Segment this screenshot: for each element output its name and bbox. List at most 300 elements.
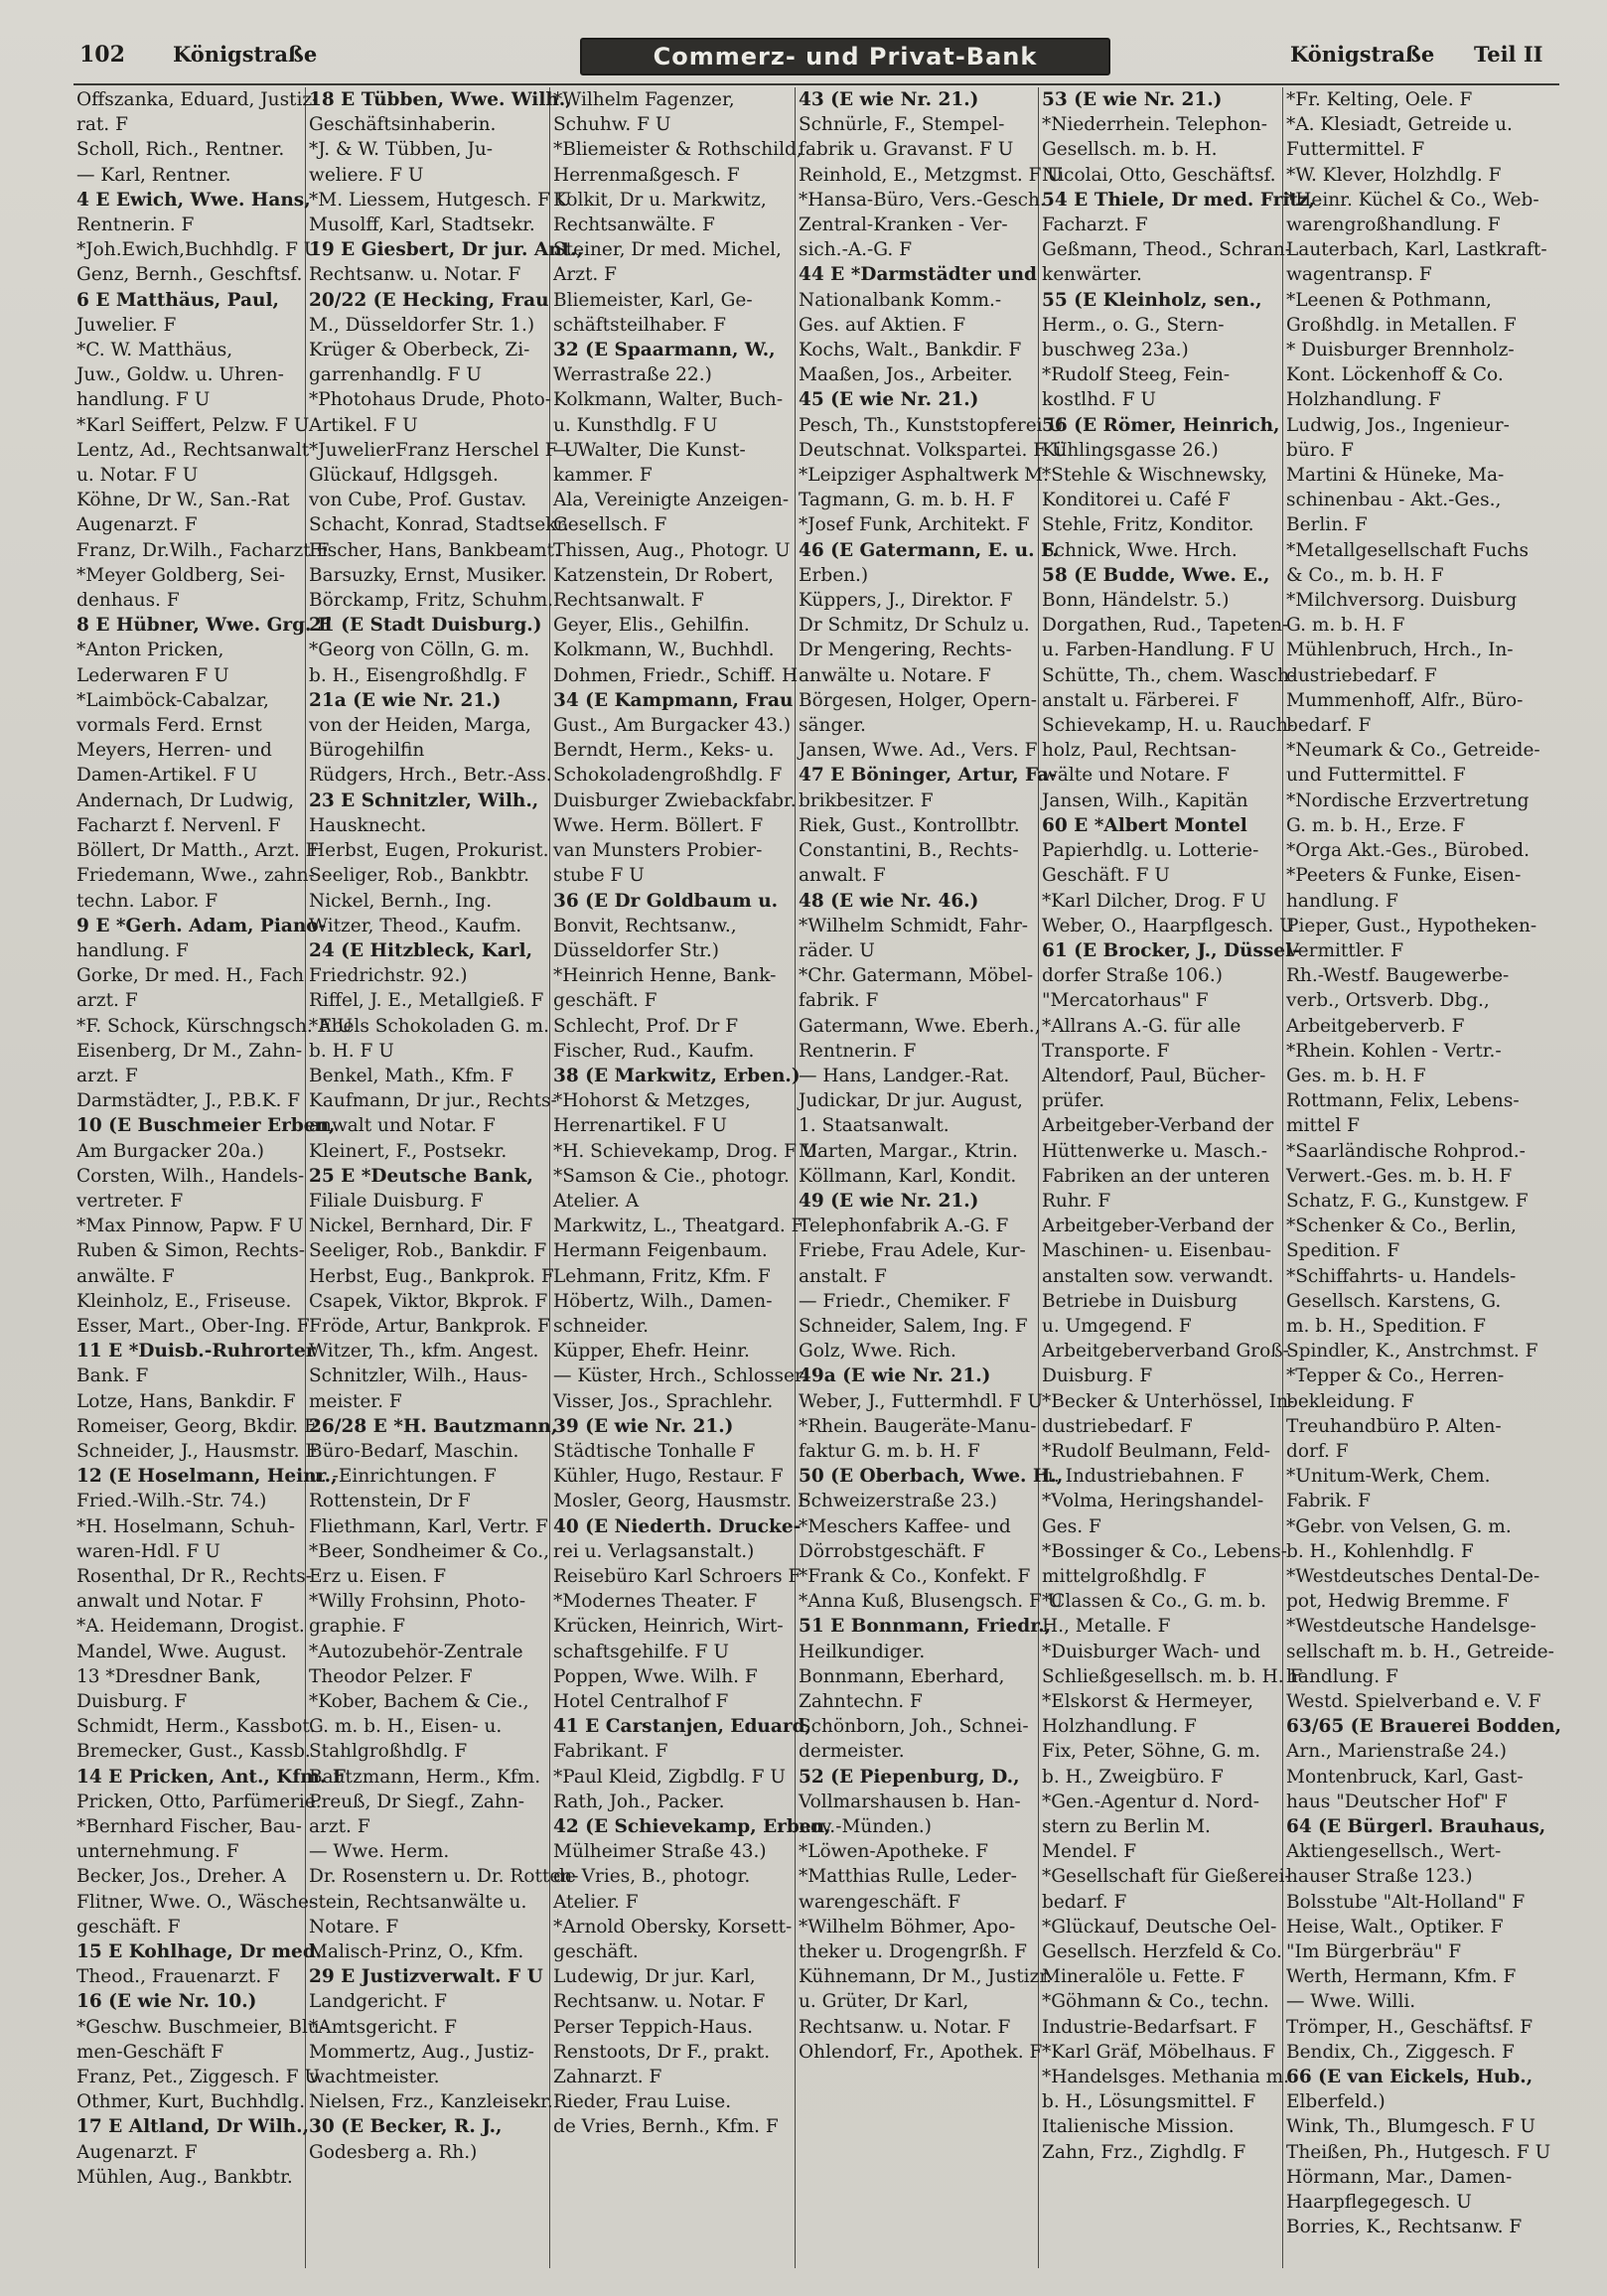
entry-line: dermeister. bbox=[799, 1741, 905, 1763]
entry-line: 63/65 (E Brauerei Bodden, bbox=[1286, 1716, 1562, 1738]
entry-line: Bonnmann, Eberhard, bbox=[799, 1665, 1005, 1687]
entry-line: techn. Labor. F bbox=[76, 890, 219, 912]
entry-line: — Küster, Hrch., Schlosser. bbox=[553, 1365, 807, 1387]
entry-line: Pesch, Th., Kunststopferei U bbox=[799, 414, 1065, 436]
entry-line: Zahn, Frz., Zighdlg. F bbox=[1042, 2141, 1246, 2163]
entry-line: 49a (E wie Nr. 21.) bbox=[799, 1365, 991, 1387]
entry-line: Arbeitgeberverb. F bbox=[1286, 1015, 1465, 1037]
entry-line: von Cube, Prof. Gustav. bbox=[309, 490, 527, 511]
entry-line: bedarf. F bbox=[1042, 1891, 1127, 1913]
entry-line: Böllert, Dr Matth., Arzt. F bbox=[76, 840, 319, 862]
entry-line: Atelier. F bbox=[553, 1891, 639, 1913]
entry-line: Facharzt. F bbox=[1042, 215, 1148, 236]
entry-line: *Saarländische Rohprod.- bbox=[1286, 1140, 1526, 1162]
entry-line: vertreter. F bbox=[76, 1190, 184, 1212]
entry-line: fabrik. F bbox=[799, 990, 879, 1012]
entry-line: Visser, Jos., Sprachlehr. bbox=[553, 1390, 774, 1412]
entry-line: sänger. bbox=[799, 715, 866, 737]
entry-line: 48 (E wie Nr. 46.) bbox=[799, 890, 979, 912]
header-rule bbox=[73, 83, 1559, 85]
entry-line: H., Metalle. F bbox=[1042, 1616, 1171, 1638]
entry-line: *Rhein. Kohlen - Vertr.- bbox=[1286, 1040, 1502, 1062]
entry-line: Herrenmaßgesch. F bbox=[553, 164, 740, 186]
entry-line: *A. Heidemann, Drogist. bbox=[76, 1616, 305, 1638]
entry-line: *Westdeutsches Dental-De- bbox=[1286, 1565, 1540, 1587]
entry-line: anwälte. F bbox=[76, 1265, 175, 1287]
entry-line: *Anton Pricken, bbox=[76, 640, 224, 661]
entry-line: G. m. b. H., Eisen- u. bbox=[309, 1716, 503, 1738]
entry-line: 47 E Böninger, Artur, Fa- bbox=[799, 765, 1057, 787]
entry-line: Perser Teppich-Haus. bbox=[553, 2016, 754, 2038]
entry-line: Kolkit, Dr u. Markwitz, bbox=[553, 189, 767, 211]
entry-line: "Im Bürgerbräu" F bbox=[1286, 1941, 1462, 1963]
entry-line: 64 (E Bürgerl. Brauhaus, bbox=[1286, 1816, 1546, 1838]
entry-line: 51 E Bonnmann, Friedr., bbox=[799, 1616, 1052, 1638]
street-name-right: Königstraße bbox=[1290, 42, 1435, 67]
entry-line: Deutschnat. Volkspartei. F U bbox=[799, 439, 1068, 461]
entry-line: Konditorei u. Café F bbox=[1042, 490, 1231, 511]
entry-line: *Metallgesellschaft Fuchs bbox=[1286, 539, 1529, 561]
entry-line: Verwert.-Ges. m. b. H. F bbox=[1286, 1165, 1513, 1187]
entry-line: stube F U bbox=[553, 865, 645, 887]
entry-line: Thissen, Aug., Photogr. U bbox=[553, 539, 791, 561]
entry-line: Fliethmann, Karl, Vertr. F bbox=[309, 1515, 548, 1537]
entry-line: Pricken, Otto, Parfümerie. bbox=[76, 1791, 322, 1812]
entry-line: handlung. F bbox=[1286, 890, 1398, 912]
entry-line: — Wwe. Willi. bbox=[1286, 1991, 1416, 2013]
entry-line: Dr Schmitz, Dr Schulz u. bbox=[799, 615, 1030, 637]
entry-line: Marten, Margar., Ktrin. bbox=[799, 1140, 1018, 1162]
entry-line: verb., Ortsverb. Dbg., bbox=[1286, 990, 1490, 1012]
entry-line: *Karl Dilcher, Drog. F U bbox=[1042, 890, 1266, 912]
entry-line: Darmstädter, J., P.B.K. F bbox=[76, 1090, 301, 1112]
entry-line: 4 E Ewich, Wwe. Hans, bbox=[76, 189, 311, 211]
entry-line: Zahntechn. F bbox=[799, 1691, 923, 1712]
entry-line: Musolff, Karl, Stadtsekr. bbox=[309, 215, 535, 236]
entry-line: Transporte. F bbox=[1042, 1040, 1170, 1062]
entry-line: Ala, Vereinigte Anzeigen- bbox=[553, 490, 790, 511]
entry-line: G. m. b. H. F bbox=[1286, 615, 1405, 637]
entry-line: Landgericht. F bbox=[309, 1991, 447, 2013]
entry-line: rat. F bbox=[76, 114, 128, 136]
entry-line: *Karl Gräf, Möbelhaus. F bbox=[1042, 2041, 1276, 2063]
entry-line: b. H., Lösungsmittel. F bbox=[1042, 2091, 1256, 2113]
entry-line: Seeliger, Rob., Bankdir. F bbox=[309, 1240, 547, 1262]
entry-line: *Neumark & Co., Getreide- bbox=[1286, 740, 1540, 762]
entry-line: Düsseldorfer Str.) bbox=[553, 939, 719, 961]
entry-line: Augenarzt. F bbox=[76, 2141, 198, 2163]
entry-line: Mülheimer Straße 43.) bbox=[553, 1841, 767, 1863]
entry-line: Rieder, Frau Luise. bbox=[553, 2091, 732, 2113]
entry-line: *Unitum-Werk, Chem. bbox=[1286, 1466, 1491, 1488]
entry-line: *Bliemeister & Rothschild, bbox=[553, 139, 803, 161]
entry-line: Dohmen, Friedr., Schiff. H bbox=[553, 664, 799, 686]
entry-line: Elberfeld.) bbox=[1286, 2091, 1386, 2113]
entry-line: *Westdeutsche Handelsge- bbox=[1286, 1616, 1536, 1638]
entry-line: bedarf. F bbox=[1286, 715, 1372, 737]
entry-line: Futtermittel. F bbox=[1286, 139, 1425, 161]
entry-line: Geßmann, Theod., Schran- bbox=[1042, 239, 1292, 261]
entry-line: Küppers, J., Direktor. F bbox=[799, 590, 1013, 612]
entry-line: Fabrikant. F bbox=[553, 1741, 668, 1763]
entry-line: Küpper, Ehefr. Heinr. bbox=[553, 1341, 750, 1363]
entry-line: Mandel, Wwe. August. bbox=[76, 1641, 287, 1662]
entry-line: Geschäft. F U bbox=[1042, 865, 1170, 887]
entry-line: Städtische Tonhalle F bbox=[553, 1440, 756, 1462]
entry-line: Arbeitgeber-Verband der bbox=[1042, 1115, 1274, 1137]
entry-line: anwalt. F bbox=[799, 865, 886, 887]
entry-line: Papierhdlg. u. Lotterie- bbox=[1042, 840, 1259, 862]
entry-line: Juw., Goldw. u. Uhren- bbox=[76, 364, 284, 386]
entry-line: schäftsteilhaber. F bbox=[553, 314, 726, 336]
entry-line: Poppen, Wwe. Wilh. F bbox=[553, 1665, 758, 1687]
entry-line: Schütte, Th., chem. Wasch- bbox=[1042, 664, 1296, 686]
entry-line: Borries, K., Rechtsanw. F bbox=[1286, 2217, 1523, 2238]
entry-line: 20/22 (E Hecking, Frau bbox=[309, 289, 549, 311]
entry-line: Rh.-Westf. Baugewerbe- bbox=[1286, 965, 1510, 987]
entry-line: Franz, Pet., Ziggesch. F U bbox=[76, 2067, 321, 2088]
entry-line: 43 (E wie Nr. 21.) bbox=[799, 89, 979, 110]
entry-line: 10 (E Buschmeier Erben, bbox=[76, 1115, 336, 1137]
entry-line: 53 (E wie Nr. 21.) bbox=[1042, 89, 1223, 110]
entry-line: *Leipziger Asphaltwerk M. bbox=[799, 465, 1049, 487]
entry-line: Mühlenbruch, Hrch., In- bbox=[1286, 640, 1514, 661]
entry-line: *Wilhelm Fagenzer, bbox=[553, 89, 735, 110]
entry-line: u. Farben-Handlung. F U bbox=[1042, 640, 1275, 661]
entry-line: buschweg 23a.) bbox=[1042, 340, 1189, 361]
entry-line: hauser Straße 123.) bbox=[1286, 1866, 1473, 1888]
entry-line: Witzer, Th., kfm. Angest. bbox=[309, 1341, 539, 1363]
entry-line: *H. Hoselmann, Schuh- bbox=[76, 1515, 295, 1537]
entry-line: Bautzmann, Herm., Kfm. bbox=[309, 1766, 541, 1788]
entry-line: Mühlen, Aug., Bankbtr. bbox=[76, 2166, 293, 2188]
entry-line: *Hohorst & Metzges, bbox=[553, 1090, 751, 1112]
entry-line: 42 (E Schievekamp, Erben, bbox=[553, 1816, 831, 1838]
entry-line: *Bossinger & Co., Lebens- bbox=[1042, 1540, 1287, 1562]
entry-line: *Orga Akt.-Ges., Bürobed. bbox=[1286, 840, 1531, 862]
entry-line: Steiner, Dr med. Michel, bbox=[553, 239, 782, 261]
entry-line: dustriebedarf. F bbox=[1042, 1415, 1193, 1437]
entry-line: Gatermann, Wwe. Eberh., bbox=[799, 1015, 1041, 1037]
entry-line: Witzer, Theod., Kaufm. bbox=[309, 915, 522, 936]
entry-line: 25 E *Deutsche Bank, bbox=[309, 1165, 533, 1187]
entry-line: *J. & W. Tübben, Ju- bbox=[309, 139, 494, 161]
entry-line: *Handelsges. Methania m. bbox=[1042, 2067, 1290, 2088]
entry-line: Bonvit, Rechtsanw., bbox=[553, 915, 737, 936]
entry-line: graphie. F bbox=[309, 1616, 405, 1638]
entry-line: *Paul Kleid, Zigbdlg. F U bbox=[553, 1766, 786, 1788]
entry-line: sich.-A.-G. F bbox=[799, 239, 913, 261]
entry-line: Martini & Hüneke, Ma- bbox=[1286, 465, 1505, 487]
entry-line: *H. Schievekamp, Drog. F U bbox=[553, 1140, 818, 1162]
entry-line: Friedrichstr. 92.) bbox=[309, 965, 468, 987]
entry-line: Pieper, Gust., Hypotheken- bbox=[1286, 915, 1537, 936]
entry-line: Becker, Jos., Dreher. A bbox=[76, 1866, 286, 1888]
entry-line: 38 (E Markwitz, Erben.) bbox=[553, 1065, 801, 1086]
entry-line: Holzhandlung. F bbox=[1042, 1716, 1197, 1738]
entry-line: Atelier. A bbox=[553, 1190, 640, 1212]
entry-line: Schnürle, F., Stempel- bbox=[799, 114, 1005, 136]
entry-line: Fabriken an der unteren bbox=[1042, 1165, 1270, 1187]
entry-line: Trömper, H., Geschäftsf. F bbox=[1286, 2016, 1534, 2038]
entry-line: Dorgathen, Rud., Tapeten- bbox=[1042, 615, 1289, 637]
entry-line: Lauterbach, Karl, Lastkraft- bbox=[1286, 239, 1547, 261]
entry-line: dorfer Straße 106.) bbox=[1042, 965, 1223, 987]
entry-line: *Rudolf Beulmann, Feld- bbox=[1042, 1440, 1271, 1462]
entry-line: Barsuzky, Ernst, Musiker. bbox=[309, 564, 547, 586]
entry-line: *Heinrich Henne, Bank- bbox=[553, 965, 777, 987]
entry-line: waren-Hdl. F U bbox=[76, 1540, 220, 1562]
entry-line: *Milchversorg. Duisburg bbox=[1286, 590, 1518, 612]
entry-line: Fröde, Artur, Bankprok. F bbox=[309, 1315, 550, 1337]
entry-line: *Leenen & Pothmann, bbox=[1286, 289, 1492, 311]
entry-line: anwalt und Notar. F bbox=[76, 1591, 263, 1613]
entry-line: *Göhmann & Co., techn. bbox=[1042, 1991, 1269, 2013]
entry-line: *Karl Seiffert, Pelzw. F U bbox=[76, 414, 310, 436]
entry-line: Notare. F bbox=[309, 1916, 399, 1937]
entry-line: Golz, Wwe. Rich. bbox=[799, 1341, 956, 1363]
entry-line: Mummenhoff, Alfr., Büro- bbox=[1286, 689, 1524, 711]
entry-line: *Schenker & Co., Berlin, bbox=[1286, 1216, 1517, 1237]
entry-line: faktur G. m. b. H. F bbox=[799, 1440, 980, 1462]
directory-columns bbox=[73, 87, 1563, 2272]
entry-line: Rosenthal, Dr R., Rechts- bbox=[76, 1565, 312, 1587]
entry-line: Duisburg. F bbox=[76, 1691, 188, 1712]
entry-line: *Arnold Obersky, Korsett- bbox=[553, 1916, 793, 1937]
entry-line: Hüttenwerke u. Masch.- bbox=[1042, 1140, 1267, 1162]
entry-line: 50 (E Oberbach, Wwe. H., bbox=[799, 1466, 1064, 1488]
entry-line: *Modernes Theater. F bbox=[553, 1591, 758, 1613]
entry-line: Rottmann, Felix, Lebens- bbox=[1286, 1090, 1520, 1112]
entry-line: Maschinen- u. Eisenbau- bbox=[1042, 1240, 1272, 1262]
entry-line: Csapek, Viktor, Bkprok. F bbox=[309, 1290, 548, 1312]
page-number: 102 bbox=[79, 42, 125, 68]
entry-line: 40 (E Niederth. Drucke- bbox=[553, 1515, 802, 1537]
entry-line: brikbesitzer. F bbox=[799, 789, 934, 811]
entry-line: Constantini, B., Rechts- bbox=[799, 840, 1019, 862]
entry-line: 17 E Altland, Dr Wilh., bbox=[76, 2116, 310, 2138]
entry-line: *Nordische Erzvertretung bbox=[1286, 789, 1530, 811]
entry-line: Stahlgroßhdlg. F bbox=[309, 1741, 468, 1763]
entry-line: Vollmarshausen b. Han- bbox=[799, 1791, 1021, 1812]
entry-line: Franz, Dr.Wilh., Facharzt F bbox=[76, 539, 330, 561]
entry-line: 56 (E Römer, Heinrich, bbox=[1042, 414, 1280, 436]
entry-line: Benkel, Math., Kfm. F bbox=[309, 1065, 514, 1086]
entry-line: Friedemann, Wwe., zahn- bbox=[76, 865, 315, 887]
entry-line: Romeiser, Georg, Bkdir. F bbox=[76, 1415, 317, 1437]
entry-line: Schacht, Konrad, Stadtsekr. bbox=[309, 514, 570, 536]
entry-line: Ludewig, Dr jur. Karl, bbox=[553, 1966, 756, 1988]
entry-line: *Wilhelm Schmidt, Fahr- bbox=[799, 915, 1029, 936]
entry-line: Holzhandlung. F bbox=[1286, 389, 1441, 411]
entry-line: Bendix, Ch., Ziggesch. F bbox=[1286, 2041, 1515, 2063]
entry-line: vormals Ferd. Ernst bbox=[76, 715, 262, 737]
entry-line: Mineralöle u. Fette. F bbox=[1042, 1966, 1245, 1988]
entry-line: meister. F bbox=[309, 1390, 402, 1412]
entry-line: Börgesen, Holger, Opern- bbox=[799, 689, 1038, 711]
entry-line: Augenarzt. F bbox=[76, 514, 198, 536]
entry-line: 6 E Matthäus, Paul, bbox=[76, 289, 279, 311]
entry-line: dorf. F bbox=[1286, 1440, 1349, 1462]
entry-line: *Josef Funk, Architekt. F bbox=[799, 514, 1030, 536]
entry-line: b. H. F U bbox=[309, 1040, 394, 1062]
entry-line: Werrastraße 22.) bbox=[553, 364, 712, 386]
entry-line: Werth, Hermann, Kfm. F bbox=[1286, 1966, 1517, 1988]
entry-line: *Willy Frohsinn, Photo- bbox=[309, 1591, 526, 1613]
entry-line: Rechtsanwalt. F bbox=[553, 590, 704, 612]
entry-line: Zahnarzt. F bbox=[553, 2067, 662, 2088]
entry-line: Hotel Centralhof F bbox=[553, 1691, 729, 1712]
entry-line: *Laimböck-Cabalzar, bbox=[76, 689, 269, 711]
entry-line: Fischer, Hans, Bankbeamt. bbox=[309, 539, 560, 561]
entry-line: de Vries, Bernh., Kfm. F bbox=[553, 2116, 779, 2138]
entry-line: Gust., Am Burgacker 43.) bbox=[553, 715, 792, 737]
entry-line: rei u. Verlagsanstalt.) bbox=[553, 1540, 755, 1562]
entry-line: Schuhw. F U bbox=[553, 114, 671, 136]
entry-line: Jansen, Wilh., Kapitän bbox=[1042, 789, 1248, 811]
entry-line: *Becker & Unterhössel, In- bbox=[1042, 1390, 1295, 1412]
entry-line: 30 (E Becker, R. J., bbox=[309, 2116, 503, 2138]
entry-line: Geyer, Elis., Gehilfin. bbox=[553, 615, 750, 637]
entry-line: Ges. F bbox=[1042, 1515, 1101, 1537]
entry-line: Ruhr. F bbox=[1042, 1190, 1111, 1212]
entry-line: Duisburger Zwiebackfabr. bbox=[553, 789, 797, 811]
entry-line: 54 E Thiele, Dr med. Fritz, bbox=[1042, 189, 1315, 211]
entry-line: Arzt. F bbox=[553, 264, 617, 286]
entry-line: 14 E Pricken, Ant., Kfm. F bbox=[76, 1766, 346, 1788]
entry-line: 9 E *Gerh. Adam, Piano- bbox=[76, 915, 327, 936]
entry-line: Duisburg. F bbox=[1042, 1365, 1153, 1387]
entry-line: Gesellsch. m. b. H. bbox=[1042, 139, 1218, 161]
entry-line: Kühnemann, Dr M., Justizr. bbox=[799, 1966, 1053, 1988]
entry-line: Bürogehilfin bbox=[309, 740, 425, 762]
entry-line: *Gen.-Agentur d. Nord- bbox=[1042, 1791, 1260, 1812]
entry-line: M., Düsseldorfer Str. 1.) bbox=[309, 314, 535, 336]
entry-line: Lentz, Ad., Rechtsanwalt bbox=[76, 439, 310, 461]
entry-line: *Niederrhein. Telephon- bbox=[1042, 114, 1268, 136]
entry-line: de Vries, B., photogr. bbox=[553, 1866, 751, 1888]
entry-line: 41 E Carstanjen, Eduard, bbox=[553, 1716, 811, 1738]
entry-line: anwalt und Notar. F bbox=[309, 1115, 496, 1137]
entry-line: Bonn, Händelstr. 5.) bbox=[1042, 590, 1230, 612]
entry-line: haus "Deutscher Hof" F bbox=[1286, 1791, 1508, 1812]
entry-line: Gesellsch. Herzfeld & Co. bbox=[1042, 1941, 1282, 1963]
entry-line: Erben.) bbox=[799, 564, 869, 586]
entry-line: Nickel, Bernhard, Dir. F bbox=[309, 1216, 533, 1237]
entry-line: Industrie-Bedarfsart. F bbox=[1042, 2016, 1257, 2038]
entry-line: räder. U bbox=[799, 939, 875, 961]
entry-line: 45 (E wie Nr. 21.) bbox=[799, 389, 979, 411]
entry-line: Kaufmann, Dr jur., Rechts- bbox=[309, 1090, 557, 1112]
entry-line: geschäft. F bbox=[76, 1916, 181, 1937]
entry-line: u. Umgegend. F bbox=[1042, 1315, 1192, 1337]
bank-advertisement-banner: Commerz- und Privat-Bank bbox=[580, 38, 1110, 75]
entry-line: Schlecht, Prof. Dr F bbox=[553, 1015, 739, 1037]
entry-line: Renstoots, Dr F., prakt. bbox=[553, 2041, 771, 2063]
entry-line: Spedition. F bbox=[1286, 1240, 1400, 1262]
entry-line: von der Heiden, Marga, bbox=[309, 715, 531, 737]
entry-line: *JuwelierFranz Herschel F U bbox=[309, 439, 579, 461]
entry-line: Glückauf, Hdlgsgeh. bbox=[309, 465, 499, 487]
entry-line: 39 (E wie Nr. 21.) bbox=[553, 1415, 734, 1437]
entry-line: Dr Mengering, Rechts- bbox=[799, 640, 1012, 661]
entry-line: *Gebr. von Velsen, G. m. bbox=[1286, 1515, 1512, 1537]
entry-line: u. Grüter, Dr Karl, bbox=[799, 1991, 969, 2013]
entry-line: Facharzt f. Nervenl. F bbox=[76, 814, 281, 836]
entry-line: Tagmann, G. m. b. H. F bbox=[799, 490, 1015, 511]
entry-line: Am Burgacker 20a.) bbox=[76, 1140, 264, 1162]
entry-line: Schmidt, Herm., Kassbot. bbox=[76, 1716, 316, 1738]
entry-line: Erz u. Eisen. F bbox=[309, 1565, 447, 1587]
entry-line: Schnick, Wwe. Hrch. bbox=[1042, 539, 1238, 561]
entry-line: Malisch-Prinz, O., Kfm. bbox=[309, 1941, 524, 1963]
entry-line: Wink, Th., Blumgesch. F U bbox=[1286, 2116, 1535, 2138]
entry-line: *Georg von Cölln, G. m. bbox=[309, 640, 530, 661]
entry-line: *Stehle & Wischnewsky, bbox=[1042, 465, 1267, 487]
entry-line: Friebe, Frau Adele, Kur- bbox=[799, 1240, 1026, 1262]
entry-line: *Wilhelm Böhmer, Apo- bbox=[799, 1916, 1016, 1937]
entry-line: 15 E Kohlhage, Dr med. bbox=[76, 1941, 323, 1963]
entry-line: Dörrobstgeschäft. F bbox=[799, 1540, 986, 1562]
entry-line: Kühlingsgasse 26.) bbox=[1042, 439, 1219, 461]
entry-line: mittelgroßhdlg. F bbox=[1042, 1565, 1207, 1587]
entry-line: 52 (E Piepenburg, D., bbox=[799, 1766, 1020, 1788]
entry-line: Corsten, Wilh., Handels- bbox=[76, 1165, 305, 1187]
entry-line: *Elskorst & Hermeyer, bbox=[1042, 1691, 1254, 1712]
entry-line: kenwärter. bbox=[1042, 264, 1142, 286]
entry-line: u. Notar. F U bbox=[76, 465, 199, 487]
entry-line: Kleinert, F., Postsekr. bbox=[309, 1140, 508, 1162]
entry-line: mittel F bbox=[1286, 1115, 1360, 1137]
entry-line: Schnitzler, Wilh., Haus- bbox=[309, 1365, 528, 1387]
entry-line: Stehle, Fritz, Konditor. bbox=[1042, 514, 1254, 536]
entry-line: Mommertz, Aug., Justiz- bbox=[309, 2041, 534, 2063]
entry-line: wachtmeister. bbox=[309, 2067, 440, 2088]
entry-line: Weber, O., Haarpflgesch. U bbox=[1042, 915, 1295, 936]
entry-line: Rentnerin. F bbox=[799, 1040, 917, 1062]
entry-line: 13 *Dresdner Bank, bbox=[76, 1665, 261, 1687]
entry-line: Lotze, Hans, Bankdir. F bbox=[76, 1390, 296, 1412]
entry-line: Krüger & Oberbeck, Zi- bbox=[309, 340, 530, 361]
entry-line: *Rudolf Steeg, Fein- bbox=[1042, 364, 1231, 386]
entry-line: Wwe. Herm. Böllert. F bbox=[553, 814, 764, 836]
entry-line: 46 (E Gatermann, E. u. F. bbox=[799, 539, 1059, 561]
entry-line: Riek, Gust., Kontrollbtr. bbox=[799, 814, 1020, 836]
entry-line: anwälte u. Notare. F bbox=[799, 664, 991, 686]
entry-line: Hörmann, Mar., Damen- bbox=[1286, 2166, 1513, 2188]
entry-line: stein, Rechtsanwälte u. bbox=[309, 1891, 527, 1913]
entry-line: Gesellsch. Karstens, G. bbox=[1286, 1290, 1502, 1312]
entry-line: Treuhandbüro P. Alten- bbox=[1286, 1415, 1502, 1437]
entry-line: van Munsters Probier- bbox=[553, 840, 763, 862]
entry-line: warengeschäft. F bbox=[799, 1891, 961, 1913]
entry-line: Nielsen, Frz., Kanzleisekr. bbox=[309, 2091, 553, 2113]
entry-line: *W. Klever, Holzhdlg. F bbox=[1286, 164, 1502, 186]
entry-line: Herbst, Eugen, Prokurist. bbox=[309, 840, 549, 862]
entry-line: Italienische Mission. bbox=[1042, 2116, 1235, 2138]
entry-line: Montenbruck, Karl, Gast- bbox=[1286, 1766, 1524, 1788]
entry-line: 58 (E Budde, Wwe. E., bbox=[1042, 564, 1270, 586]
entry-line: Kochs, Walt., Bankdir. F bbox=[799, 340, 1022, 361]
entry-line: Offszanka, Eduard, Justiz- bbox=[76, 89, 319, 110]
entry-line: 11 E *Duisb.-Ruhrorter bbox=[76, 1341, 316, 1363]
entry-line: garrenhandlg. F U bbox=[309, 364, 482, 386]
entry-line: Bremecker, Gust., Kassb. bbox=[76, 1741, 311, 1763]
entry-line: b. H., Eisengroßhdlg. F bbox=[309, 664, 527, 686]
entry-line: Genz, Bernh., Geschftsf. bbox=[76, 264, 303, 286]
entry-line: nov.-Münden.) bbox=[799, 1816, 933, 1838]
entry-line: *Amtsgericht. F bbox=[309, 2016, 457, 2038]
